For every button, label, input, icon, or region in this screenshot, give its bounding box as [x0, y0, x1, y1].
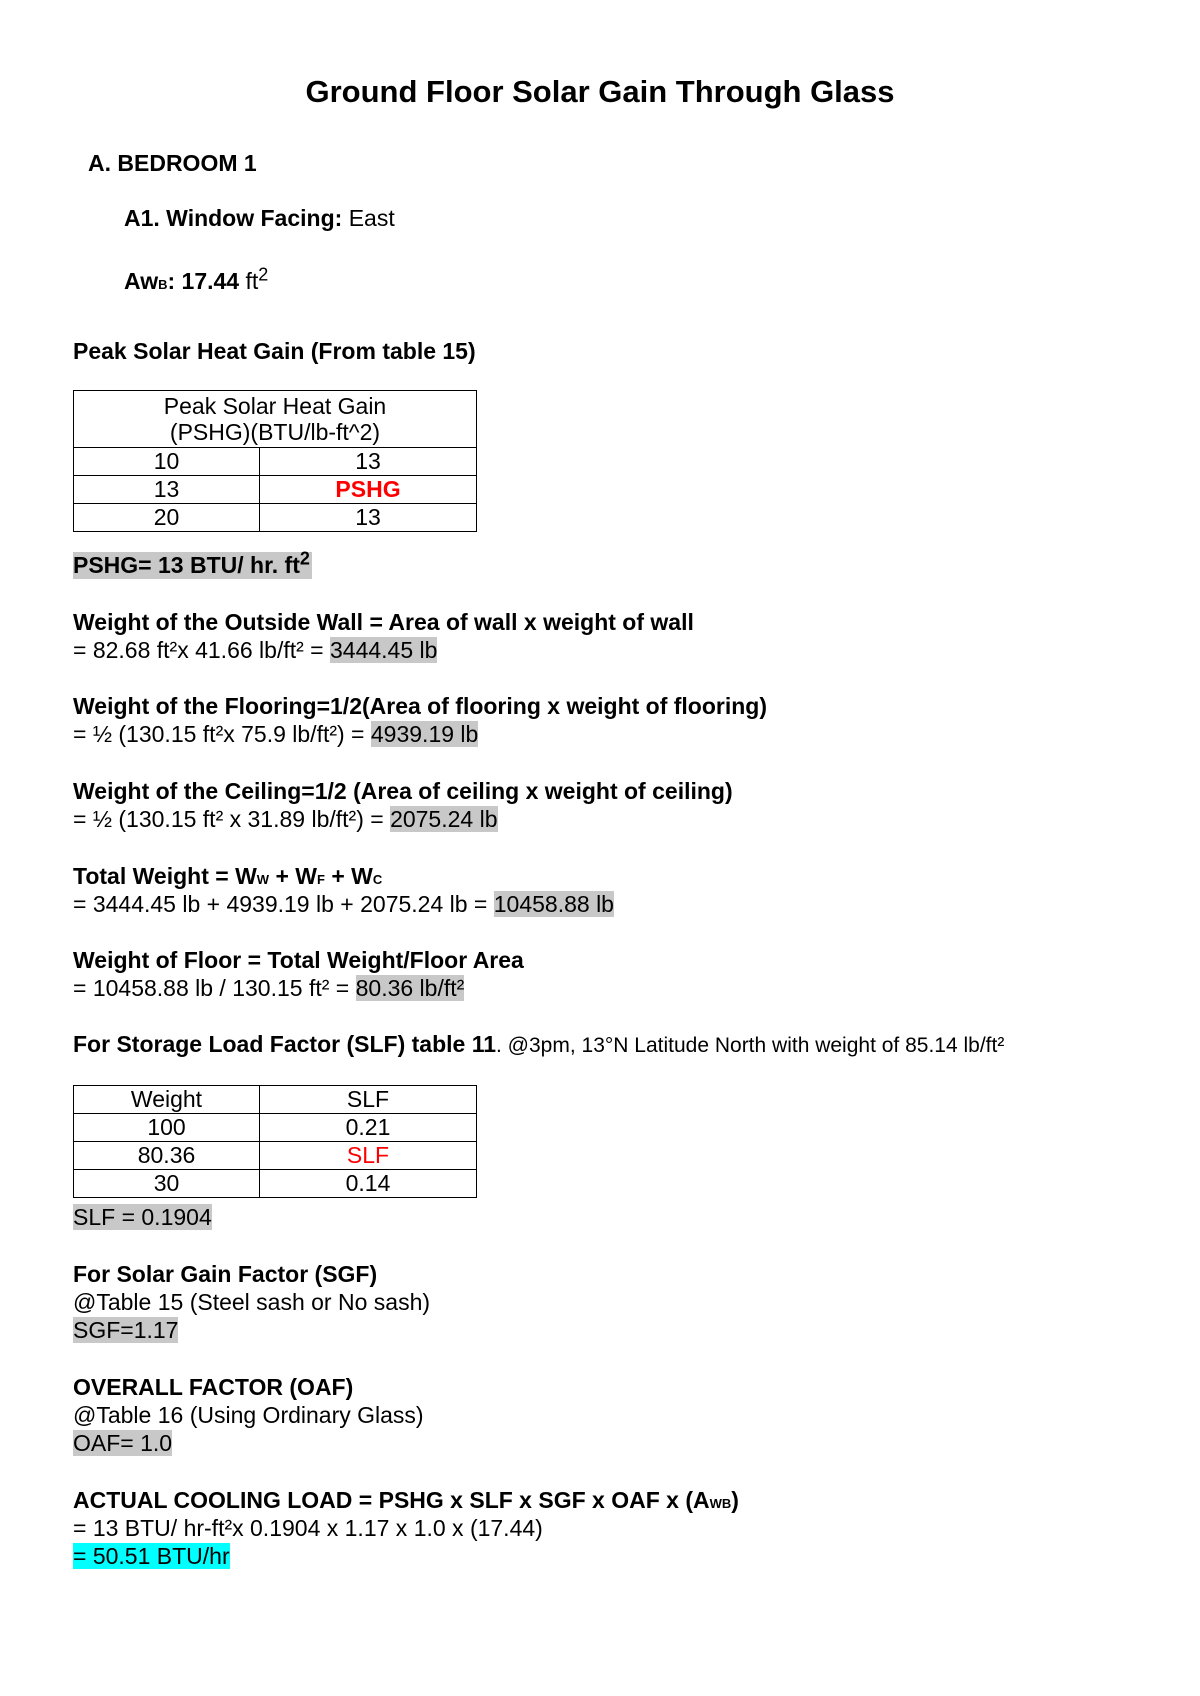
slf-heading	[73, 1030, 1004, 1060]
total-result: 10458.88 lb	[493, 891, 614, 917]
sgf-note: @Table 15 (Steel sash or No sash)	[73, 1289, 431, 1315]
oaf-result-text: OAF= 1.0	[73, 1430, 173, 1456]
area-unit: ft	[245, 268, 259, 294]
slf-cell: 30	[74, 1170, 260, 1198]
floor-calc	[73, 974, 464, 1002]
acl-heading-sub: WB	[709, 1496, 732, 1511]
pshg-cell: 13	[260, 504, 477, 532]
pshg-table-header: Peak Solar Heat Gain (PSHG)(BTU/lb-ft^2)	[74, 391, 477, 448]
table-row	[74, 1170, 477, 1198]
window-facing	[124, 205, 395, 232]
acl-calc: = 13 BTU/ hr-ft²x 0.1904 x 1.17 x 1.0 x (17.44)	[73, 1515, 543, 1541]
table-row	[74, 1114, 477, 1142]
sgf-result	[73, 1316, 178, 1344]
pshg-result-sup: 2	[299, 548, 310, 569]
pshg-unknown-cell: PSHG	[260, 476, 477, 504]
slf-cell: 0.14	[260, 1170, 477, 1198]
pshg-table-header-row	[74, 391, 477, 448]
slf-unknown-cell: SLF	[260, 1142, 477, 1170]
ceiling-heading: Weight of the Ceiling=1/2 (Area of ceiling x weight of ceiling)	[73, 778, 733, 804]
acl-result	[73, 1542, 230, 1570]
area-sup: 2	[258, 264, 269, 285]
ceiling-calc	[73, 805, 498, 833]
sgf-heading: For Solar Gain Factor (SGF)	[73, 1261, 378, 1287]
total-plus-2: + W	[324, 863, 373, 889]
total-plus-1: + W	[269, 863, 317, 889]
table-row	[74, 504, 477, 532]
slf-heading-bold: For Storage Load Factor (SLF) table 11	[73, 1031, 497, 1057]
total-calc	[73, 890, 614, 918]
pshg-table	[73, 390, 477, 532]
slf-cell: 80.36	[74, 1142, 260, 1170]
slf-cell: 100	[74, 1114, 260, 1142]
floor-calc-text: = 10458.88 lb / 130.15 ft² =	[73, 975, 350, 1001]
pshg-result	[73, 548, 312, 579]
floor-weight-heading: Weight of Floor = Total Weight/Floor Area	[73, 947, 524, 973]
area-colon: :	[167, 268, 176, 294]
slf-header-weight: Weight	[74, 1086, 260, 1114]
flooring-heading: Weight of the Flooring=1/2(Area of flooring x weight of flooring)	[73, 693, 768, 719]
pshg-cell: 13	[74, 476, 260, 504]
slf-table-header-row	[74, 1086, 477, 1114]
floor-result: 80.36 lb/ft²	[355, 975, 465, 1001]
total-sub-w: W	[256, 872, 270, 887]
area-value: 17.44	[181, 268, 240, 294]
ceiling-result: 2075.24 lb	[390, 806, 498, 832]
total-sub-c: C	[372, 872, 383, 887]
table-row	[74, 448, 477, 476]
slf-cell: 0.21	[260, 1114, 477, 1142]
pshg-result-text: PSHG= 13 BTU/ hr. ft	[73, 552, 300, 578]
table-row	[74, 1142, 477, 1170]
sgf-result-text: SGF=1.17	[73, 1317, 179, 1343]
pshg-cell: 10	[74, 448, 260, 476]
ceiling-calc-text: = ½ (130.15 ft² x 31.89 lb/ft²) =	[73, 806, 384, 832]
slf-table	[73, 1085, 477, 1198]
wall-calc	[73, 636, 437, 664]
oaf-heading: OVERALL FACTOR (OAF)	[73, 1374, 354, 1400]
slf-header-slf: SLF	[260, 1086, 477, 1114]
total-sub-f: F	[316, 872, 325, 887]
pshg-heading: Peak Solar Heat Gain (From table 15)	[73, 338, 476, 364]
acl-result-text: = 50.51 BTU/hr	[73, 1543, 230, 1569]
window-area	[124, 264, 269, 295]
section-heading: A. BEDROOM 1	[88, 150, 257, 176]
wall-result: 3444.45 lb	[330, 637, 438, 663]
pshg-cell: 20	[74, 504, 260, 532]
oaf-note: @Table 16 (Using Ordinary Glass)	[73, 1402, 424, 1428]
slf-result-text: SLF = 0.1904	[73, 1204, 212, 1230]
window-facing-value: East	[348, 205, 395, 231]
acl-heading-text: ACTUAL COOLING LOAD = PSHG x SLF x SGF x OAF x (A	[73, 1487, 710, 1513]
wall-heading: Weight of the Outside Wall = Area of wall x weight of wall	[73, 609, 694, 635]
slf-result	[73, 1203, 212, 1231]
total-calc-text: = 3444.45 lb + 4939.19 lb + 2075.24 lb =	[73, 891, 488, 917]
slf-heading-rest: . @3pm, 13°N Latitude North with weight of 85.14 lb/ft²	[496, 1034, 1005, 1057]
flooring-calc	[73, 720, 478, 748]
area-label: Aw	[124, 268, 159, 294]
table-row	[74, 476, 477, 504]
area-sub: B	[158, 277, 168, 292]
window-facing-label: A1. Window Facing:	[124, 205, 343, 231]
flooring-calc-text: = ½ (130.15 ft²x 75.9 lb/ft²) =	[73, 721, 365, 747]
wall-calc-text: = 82.68 ft²x 41.66 lb/ft² =	[73, 637, 324, 663]
oaf-result	[73, 1429, 172, 1457]
acl-heading-close: )	[731, 1487, 739, 1513]
pshg-cell: 13	[260, 448, 477, 476]
page-title: Ground Floor Solar Gain Through Glass	[305, 74, 895, 109]
flooring-result: 4939.19 lb	[370, 721, 479, 747]
total-heading-text: Total Weight = W	[73, 863, 257, 889]
